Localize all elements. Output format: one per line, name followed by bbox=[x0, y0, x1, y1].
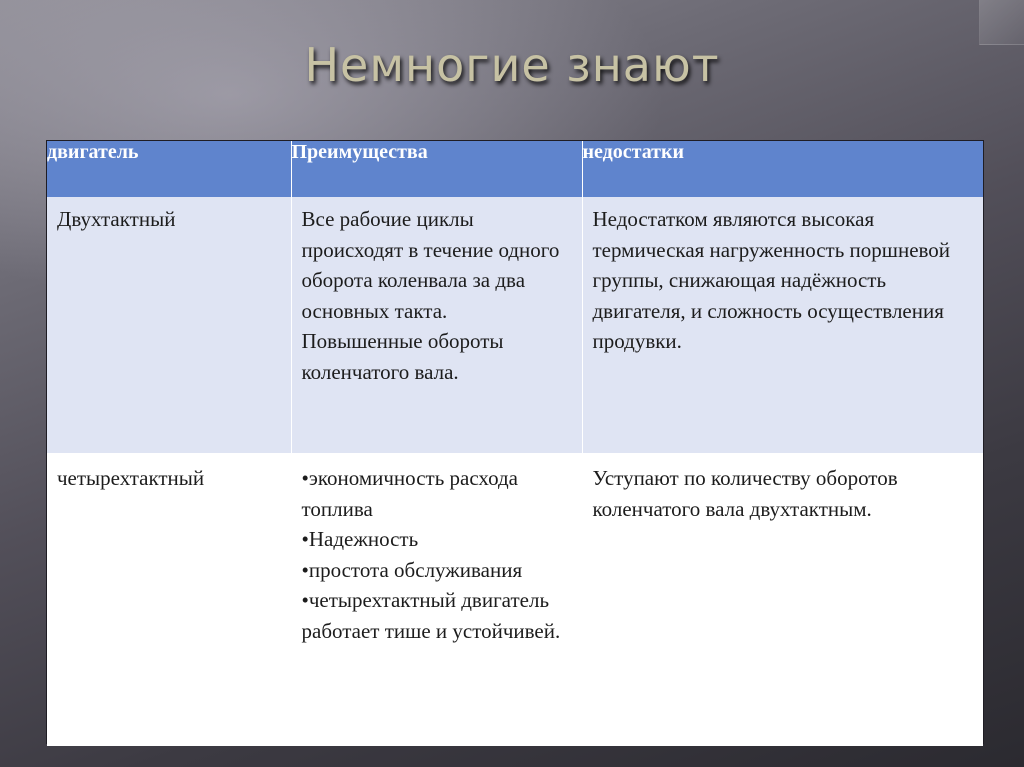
header-disadvantages: недостатки bbox=[582, 141, 983, 197]
cell-engine bbox=[47, 197, 291, 455]
advantage-item: •экономичность расхода топлива bbox=[301, 466, 518, 521]
engine-name: Двухтактный bbox=[57, 207, 176, 231]
advantage-item: •четырехтактный двигатель работает тише и устойчивей. bbox=[301, 588, 561, 643]
advantage-item: •простота обслуживания bbox=[301, 557, 523, 582]
cell-advantages bbox=[291, 197, 582, 455]
cell-advantages bbox=[291, 455, 582, 747]
table-row bbox=[47, 455, 983, 747]
cell-disadvantages bbox=[582, 197, 983, 455]
disadvantages-text: Недостатком являются высокая термическая нагруженность поршневой группы, снижающая надёжность двигателя, и сложность осуществления продувки. bbox=[592, 207, 951, 354]
table-row bbox=[47, 197, 983, 455]
slide-title: Немногие знают bbox=[304, 38, 720, 92]
advantages-text: Все рабочие циклы происходят в течение одного оборота коленвала за два основных такта. Повышенные обороты коленчатого вала. bbox=[301, 207, 560, 384]
cell-engine bbox=[47, 455, 291, 747]
comparison-table bbox=[47, 141, 983, 743]
advantage-item: •Надежность bbox=[301, 527, 419, 552]
header-engine: двигатель bbox=[47, 141, 291, 197]
cell-disadvantages bbox=[582, 455, 983, 747]
disadvantages-text: Уступают по количеству оборотов коленчатого вала двухтактным. bbox=[592, 466, 898, 521]
table-header-row bbox=[47, 141, 983, 197]
advantages-list bbox=[292, 456, 582, 647]
engine-name: четырехтактный bbox=[57, 466, 205, 490]
header-advantages: Преимущества bbox=[291, 141, 582, 197]
